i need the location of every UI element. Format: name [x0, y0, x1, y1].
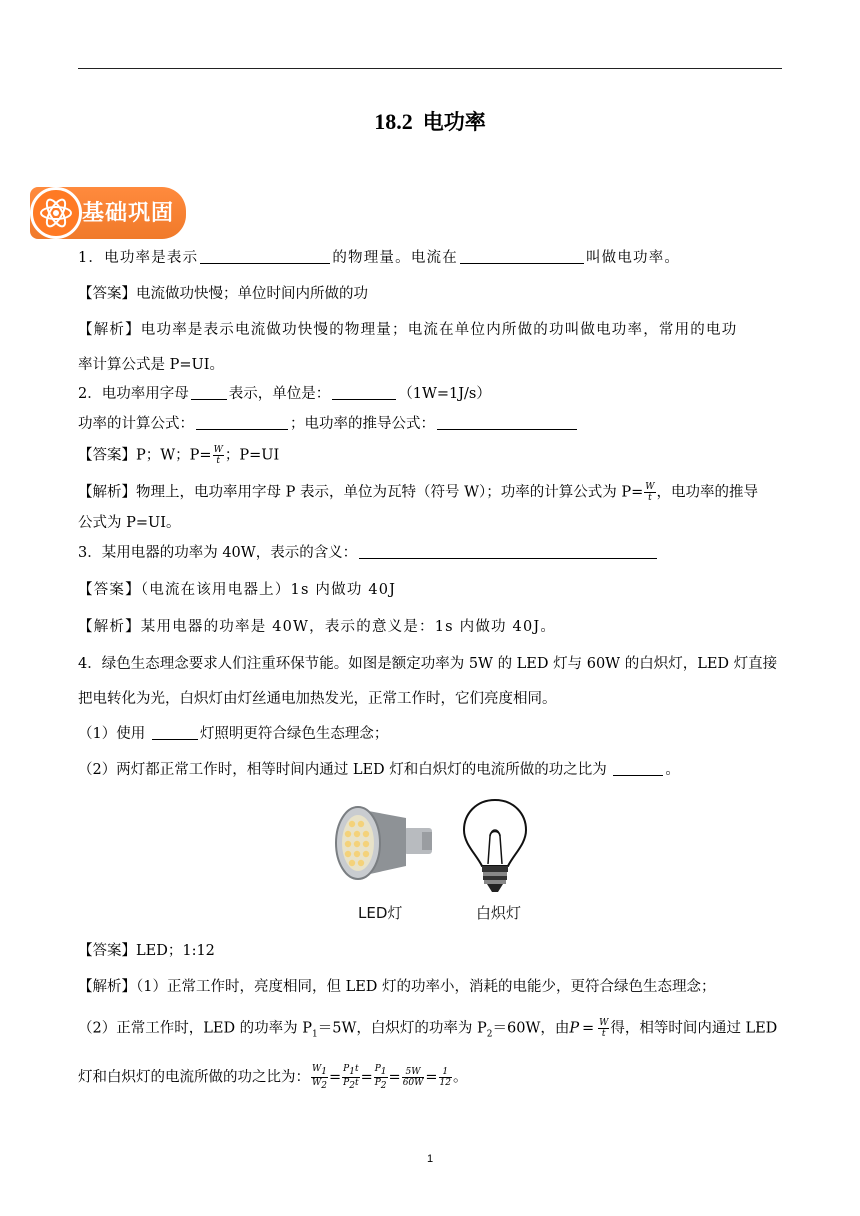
- q2-answer: 【答案】P；W；P= $\frac{W}{t}$ ；P=UI: [78, 445, 280, 466]
- answer-blank[interactable]: [437, 415, 577, 430]
- section-badge: [30, 187, 186, 239]
- fraction: $\frac{P_1t}{P_2t}$: [343, 1064, 359, 1091]
- q2-analysis-line2: 公式为 P=UI。: [78, 515, 181, 531]
- question-2: 2．电功率用字母 表示，单位是： （1W=1J/s）: [78, 386, 491, 402]
- q4-sub1: （1）使用 灯照明更符合绿色生态理念；: [78, 726, 389, 742]
- q1-answer: 【答案】电流做功快慢；单位时间内所做的功: [78, 286, 368, 302]
- q4-analysis-line3: 灯和白炽灯的电流所做的功之比为： $\frac{W_1}{W_2}$ = $\frac{P_1t}{P_2t}$ = $\frac{P_1}{P_2}$ = $\frac{5W}{60W}$ = $\frac{1}{12}$ 。: [78, 1064, 468, 1091]
- page-title: [0, 106, 860, 136]
- lamp-figure: [334, 796, 534, 928]
- fraction: $\frac{P_1}{P_2}$: [374, 1064, 387, 1091]
- atom-icon: [30, 187, 82, 239]
- fraction: $\frac{W_1}{W_2}$: [312, 1064, 327, 1091]
- answer-blank[interactable]: [359, 544, 657, 559]
- q4-sub2: （2）两灯都正常工作时，相等时间内通过 LED 灯和白炽灯的电流所做的功之比为 。: [78, 762, 680, 778]
- answer-blank[interactable]: [332, 385, 396, 400]
- answer-blank[interactable]: [191, 385, 227, 400]
- question-3: 3．某用电器的功率为 40W，表示的含义：: [78, 543, 659, 563]
- fraction: $\frac{1}{12}$: [439, 1066, 451, 1088]
- title-text: 电功率: [422, 109, 486, 134]
- led-lamp-icon: [334, 796, 434, 896]
- answer-blank[interactable]: [613, 761, 663, 776]
- q4-answer: 【答案】LED；1:12: [78, 943, 215, 959]
- answer-blank[interactable]: [460, 249, 584, 264]
- q2-analysis-line1: 【解析】物理上，电功率用字母 P 表示，单位为瓦特（符号 W）；功率的计算公式为 P= $\frac{W}{t}$ ，电功率的推导: [78, 482, 759, 503]
- q3-analysis: 【解析】某用电器的功率是 40W，表示的意义是：1s 内做功 40J。: [78, 619, 557, 635]
- page-number: 1: [426, 1153, 434, 1165]
- q4-analysis-line1: 【解析】（1）正常工作时，亮度相同，但 LED 灯的功率小，消耗的电能少，更符合绿色生态理念；: [78, 979, 716, 995]
- answer-blank[interactable]: [200, 249, 330, 264]
- fraction: $\frac{W}{t}$: [599, 1018, 609, 1039]
- q1-analysis-line2: 率计算公式是 P=UI。: [78, 357, 224, 373]
- fraction: $\frac{W}{t}$: [645, 482, 655, 503]
- q4-stem-line1: 4．绿色生态理念要求人们注重环保节能。如图是额定功率为 5W 的 LED 灯与 60W 的白炽灯，LED 灯直接: [78, 656, 778, 672]
- answer-blank[interactable]: [196, 415, 288, 430]
- answer-blank[interactable]: [152, 725, 198, 740]
- q1-analysis-line1: 【解析】电功率是表示电流做功快慢的物理量；电流在单位内所做的功叫做电功率，常用的电功: [78, 322, 738, 338]
- q4-analysis-line2: （2）正常工作时，LED 的功率为 $P_1=5W$，白炽灯的功率为 $P_2=60W$，由P = $\frac{W}{t}$ 得，相等时间内通过 LED: [78, 1018, 778, 1040]
- fraction: $\frac{W}{t}$: [213, 445, 223, 466]
- question-2-formula: 功率的计算公式： ；电功率的推导公式：: [78, 414, 579, 434]
- led-lamp-label: LED灯: [358, 904, 403, 922]
- header-rule: [78, 68, 782, 69]
- q4-stem-line2: 把电转化为光，白炽灯由灯丝通电加热发光，正常工作时，它们亮度相同。: [78, 691, 557, 707]
- question-1: 1．电功率是表示 的物理量。电流在 叫做电功率。: [78, 250, 681, 266]
- fraction: $\frac{5W}{60W}$: [402, 1066, 424, 1088]
- incandescent-bulb-icon: [460, 796, 530, 896]
- section-badge-label: 基础巩固: [82, 201, 175, 226]
- title-number: 18.2: [374, 109, 413, 134]
- bulb-label: 白炽灯: [476, 904, 522, 922]
- q3-answer: 【答案】（电流在该用电器上）1s 内做功 40J: [78, 582, 397, 598]
